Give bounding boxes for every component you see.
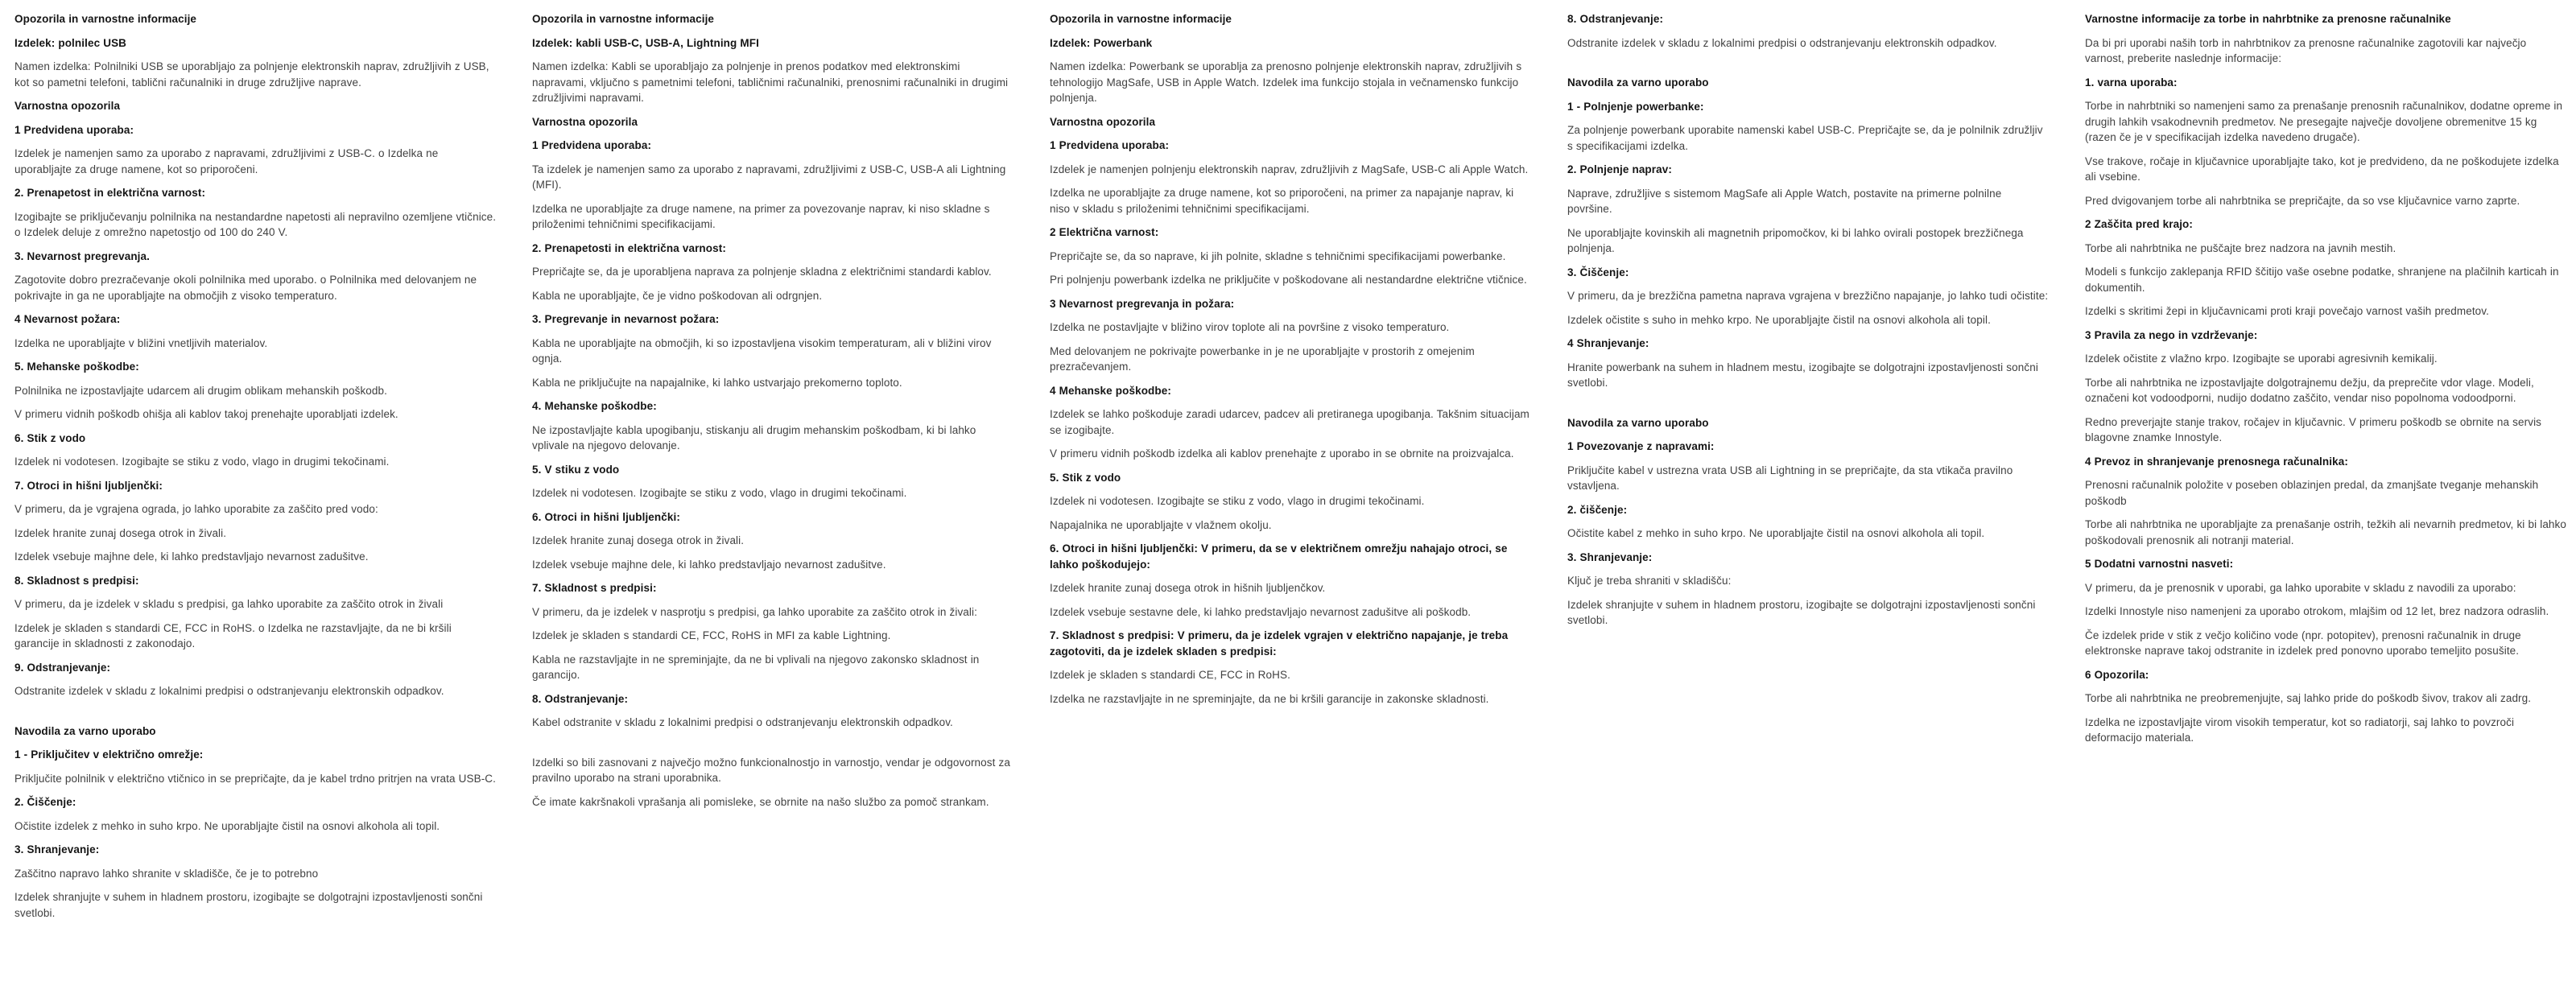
section-heading: 6. Otroci in hišni ljubljenčki: V primeru, da se v električnem omrežju nahajajo otroci, se lahko poškodujejo: [1050,542,1508,571]
paragraph: Izdelka ne uporabljajte za druge namene, na primer za povezovanje naprav, ki niso skladne s priloženimi tehničnimi specifikacijami. [532,202,990,230]
paragraph: Torbe ali nahrbtnika ne uporabljajte za prenašanje ostrih, težkih ali nevarnih predmetov, ki bi lahko poškodovali prenosnik ali notranji material. [2085,518,2566,546]
column-1 [14,11,497,1006]
section-heading: 3. Shranjevanje: [14,843,100,856]
section-heading: Izdelek: kabli USB-C, USB-A, Lightning MFI [532,36,759,49]
paragraph: Naprave, združljive s sistemom MagSafe ali Apple Watch, postavite na primerne polnilne površine. [1567,187,2002,215]
section-heading: 4 Mehanske poškodbe: [1050,384,1171,397]
section-heading: 5. V stiku z vodo [532,463,620,476]
paragraph: V primeru, da je brezžična pametna naprava vgrajena v brezžično napajanje, jo lahko tudi očistite: [1567,290,2049,302]
section-heading: Opozorila in varnostne informacije [532,13,715,25]
column-5 [2085,11,2567,1006]
section-heading: Navodila za varno uporabo [1567,76,1709,89]
paragraph: Torbe in nahrbtniki so namenjeni samo za prenašanje prenosnih računalnikov, dodatne opreme in drugih lahkih vsakodnevnih predmetov. Ne presegajte največje dovoljene obremenitve 15 kg (razen če je v specifikacijah izdelka navedeno drugače). [2085,100,2563,143]
paragraph: Redno preverjajte stanje trakov, ročajev in ključavnic. V primeru poškodb se obrnite na servis blagovne znamke Innostyle. [2085,415,2542,443]
section-heading: 2. Prenapetosti in električna varnost: [532,241,726,254]
section-heading: 1 Predvidena uporaba: [14,123,134,136]
section-heading: Opozorila in varnostne informacije [14,13,197,25]
section-heading: 6. Stik z vodo [14,431,86,444]
paragraph: Namen izdelka: Kabli se uporabljajo za polnjenje in prenos podatkov med elektronskimi napravami, vključno s pametnimi telefoni, tabličnimi računalniki, prenosnimi računalniki in drugimi združljivimi napravami. [532,60,1009,104]
section-heading: 4 Nevarnost požara: [14,313,121,325]
section-heading: Varnostne informacije za torbe in nahrbtnike za prenosne računalnike [2085,13,2451,25]
paragraph: Kabla ne priključujte na napajalnike, ki lahko ustvarjajo prekomerno toploto. [532,376,902,389]
paragraph: Izdelek se lahko poškoduje zaradi udarcev, padcev ali pretiranega upogibanja. Takšnim situacijam se izogibajte. [1050,408,1530,436]
paragraph: Vse trakove, ročaje in ključavnice uporabljajte tako, kot je predvideno, da ne poškodujete izdelka ali vsebine. [2085,155,2559,183]
paragraph: Zaščitno napravo lahko shranite v skladišče, če je to potrebno [14,867,319,880]
paragraph: Izdelek je namenjen polnjenju elektronskih naprav, združljivih z MagSafe, USB-C ali Apple Watch. [1050,163,1529,175]
paragraph: Zagotovite dobro prezračevanje okoli polnilnika med uporabo. o Polnilnika med delovanjem ne pokrivajte in ga ne uporabljajte na območjih z visoko temperaturo. [14,274,477,302]
section-heading: Varnostna opozorila [532,115,638,128]
paragraph: Izdelek hranite zunaj dosega otrok in živali. [14,526,227,539]
column-2 [532,11,1014,1006]
paragraph: Izdelek očistite s suho in mehko krpo. Ne uporabljajte čistil na osnovi alkohola ali topil. [1567,313,1991,326]
paragraph: Izdelka ne izpostavljajte virom visokih temperatur, kot so radiatorji, saj lahko to povzroči deformacijo materiala. [2085,715,2515,744]
section-heading: 1 Predvidena uporaba: [1050,139,1170,151]
paragraph: Torbe ali nahrbtnika ne izpostavljajte dolgotrajnemu dežju, da preprečite vdor vlage. Modeli, označeni kot vodoodporni, nudijo dodatno zaščito, vendar niso popolnoma vodoodporni. [2085,376,2534,404]
section-heading: 1 Predvidena uporaba: [532,139,652,151]
paragraph: Prepričajte se, da je uporabljena naprava za polnjenje skladna z električnimi standardi kablov. [532,266,992,278]
section-heading: 3. Nevarnost pregrevanja. [14,249,150,262]
paragraph-spacer [14,707,497,724]
paragraph: Torbe ali nahrbtnika ne puščajte brez nadzora na javnih mestih. [2085,241,2396,254]
paragraph: Izdelka ne uporabljajte za druge namene, kot so priporočeni, na primer za napajanje naprav, ki niso v skladu s priloženimi tehničnimi specifikacijami. [1050,187,1514,215]
paragraph: Ne uporabljajte kovinskih ali magnetnih pripomočkov, ki bi lahko ovirali postopek brezžičnega polnjenja. [1567,226,2024,254]
paragraph: Da bi pri uporabi naših torb in nahrbtnikov za prenosne računalnike zagotovili kar največjo varnost, preberite naslednje informacije: [2085,36,2527,64]
section-heading: Varnostna opozorila [1050,115,1156,128]
section-heading: Izdelek: polnilec USB [14,36,127,49]
paragraph: Kabla ne uporabljajte na območjih, ki so izpostavljena visokim temperaturam, ali v bližini virov ognja. [532,336,992,365]
paragraph: Izdelek shranjujte v suhem in hladnem prostoru, izogibajte se dolgotrajni izpostavljenosti sončni svetlobi. [1567,598,2036,626]
paragraph: V primeru, da je izdelek v nasprotju s predpisi, ga lahko uporabite za zaščito otrok in živali: [532,605,977,618]
section-heading: 5. Mehanske poškodbe: [14,361,139,373]
paragraph: Izdelek je skladen s standardi CE, FCC in RoHS. [1050,669,1290,681]
paragraph: V primeru vidnih poškodb izdelka ali kablov prenehajte z uporabo in se obrnite na proizvajalca. [1050,447,1514,460]
paragraph: Izdelki so bili zasnovani z največjo možno funkcionalnostjo in varnostjo, vendar je odgovornost za pravilno uporabo na strani uporabnika. [532,756,1010,784]
paragraph: Ne izpostavljajte kabla upogibanju, stiskanju ali drugim mehanskim poškodbam, ki bi lahko vplivale na njegovo delovanje. [532,423,976,451]
section-heading: 3 Nevarnost pregrevanja in požara: [1050,297,1235,310]
paragraph: Izdelek vsebuje majhne dele, ki lahko predstavljajo nevarnost zadušitve. [532,558,886,571]
paragraph: Kabla ne uporabljajte, če je vidno poškodovan ali odrgnjen. [532,289,823,302]
paragraph: Odstranite izdelek v skladu z lokalnimi predpisi o odstranjevanju elektronskih odpadkov. [14,685,444,697]
section-heading: Opozorila in varnostne informacije [1050,13,1232,25]
section-heading: 2. Polnjenje naprav: [1567,163,1672,175]
paragraph-spacer [532,739,1014,755]
paragraph: Izdelek je skladen s standardi CE, FCC in RoHS. o Izdelka ne razstavljajte, da ne bi kršili garancije in skladnosti z zakonodajo. [14,621,452,649]
paragraph: Za polnjenje powerbank uporabite namenski kabel USB-C. Prepričajte se, da je polnilnik združljiv s specifikacijami izdelka. [1567,124,2043,152]
paragraph: Izdelek je namenjen samo za uporabo z napravami, združljivimi z USB-C. o Izdelka ne uporabljajte za druge namene, kot so priporočeni. [14,147,439,175]
section-heading: 2 Električna varnost: [1050,226,1159,238]
paragraph: Ta izdelek je namenjen samo za uporabo z napravami, združljivimi z USB-C, USB-A ali Lightning (MFI). [532,163,1006,191]
paragraph: Namen izdelka: Polnilniki USB se uporabljajo za polnjenje elektronskih naprav, združljivih z USB, kot so pametni telefoni, tablični računalniki in druge združljive naprave. [14,60,489,89]
section-heading: 1. varna uporaba: [2085,76,2178,89]
section-heading: 1 - Priključitev v električno omrežje: [14,748,204,761]
paragraph: Izogibajte se priključevanju polnilnika na nestandardne napetosti ali nepravilno ozemljene vtičnice. o Izdelek deluje z omrežno napetostjo od 100 do 240 V. [14,210,497,238]
section-heading: 1 - Polnjenje powerbanke: [1567,100,1704,113]
paragraph: Izdelka ne uporabljajte v bližini vnetljivih materialov. [14,336,268,349]
paragraph: V primeru, da je prenosnik v uporabi, ga lahko uporabite v skladu z navodili za uporabo: [2085,581,2516,594]
paragraph: Izdelek ni vodotesen. Izogibajte se stiku z vodo, vlago in drugimi tekočinami. [14,456,390,468]
paragraph: Priključite polnilnik v električno vtičnico in se prepričajte, da je kabel trdno pritrjen na vrata USB-C. [14,772,497,785]
section-heading: 8. Odstranjevanje: [532,692,629,705]
paragraph: Ključ je treba shraniti v skladišču: [1567,575,1732,587]
section-heading: 3. Shranjevanje: [1567,550,1653,563]
section-heading: 6 Opozorila: [2085,668,2149,681]
section-heading: 3. Pregrevanje in nevarnost požara: [532,313,720,325]
paragraph: Kabla ne razstavljajte in ne spreminjajte, da ne bi vplivali na njegovo zakonsko skladnost in garancijo. [532,653,980,681]
paragraph: Namen izdelka: Powerbank se uporablja za prenosno polnjenje elektronskih naprav, združljivih s tehnologijo MagSafe, USB in Apple Watch. Izdelek ima funkcijo stojala in večnamensko funkcijo polnjenja. [1050,60,1522,104]
paragraph: Modeli s funkcijo zaklepanja RFID ščitijo vaše osebne podatke, shranjene na plačilnih karticah in dokumentih. [2085,266,2559,294]
paragraph: Izdelek vsebuje majhne dele, ki lahko predstavljajo nevarnost zadušitve. [14,550,369,563]
paragraph: Izdelek je skladen s standardi CE, FCC, RoHS in MFI za kable Lightning. [532,629,891,641]
paragraph: Izdelek vsebuje sestavne dele, ki lahko predstavljajo nevarnost zadušitve ali poškodb. [1050,605,1472,618]
section-heading: 5 Dodatni varnostni nasveti: [2085,558,2234,570]
section-heading: 2. čiščenje: [1567,503,1628,516]
paragraph: Prenosni računalnik položite v poseben oblazinjen predal, da zmanjšate tveganje mehanskih poškodb [2085,479,2539,507]
paragraph: V primeru, da je vgrajena ograda, jo lahko uporabite za zaščito pred vodo: [14,503,378,515]
section-heading: 2. Prenapetost in električna varnost: [14,187,206,199]
section-heading: 8. Odstranjevanje: [1567,13,1664,25]
paragraph: Napajalnika ne uporabljajte v vlažnem okolju. [1050,518,1272,531]
paragraph: Priključite kabel v ustrezna vrata USB ali Lightning in se prepričajte, da sta vtikača pravilno vstavljena. [1567,464,2013,492]
section-heading: 2. Čiščenje: [14,796,76,808]
paragraph: Izdelek hranite zunaj dosega otrok in živali. [532,534,745,546]
paragraph: Izdelek hranite zunaj dosega otrok in hišnih ljubljenčkov. [1050,582,1326,594]
section-heading: 7. Skladnost s predpisi: V primeru, da je izdelek vgrajen v električno napajanje, je treba zagotoviti, da je izdelek skladen s predpisi: [1050,629,1509,658]
paragraph: Očistite izdelek z mehko in suho krpo. Ne uporabljajte čistil na osnovi alkohola ali topil. [14,819,440,832]
paragraph: Izdelek očistite z vlažno krpo. Izogibajte se uporabi agresivnih kemikalij. [2085,353,2438,365]
section-heading: 1 Povezovanje z napravami: [1567,440,1715,452]
paragraph: Med delovanjem ne pokrivajte powerbanke in je ne uporabljajte v prostorih z omejenim prezračevanjem. [1050,344,1475,373]
paragraph: Če imate kakršnakoli vprašanja ali pomisleke, se obrnite na našo službo za pomoč strankam. [532,795,989,808]
section-heading: 3. Čiščenje: [1567,266,1629,278]
section-heading: Izdelek: Powerbank [1050,36,1153,49]
paragraph: Izdelki Innostyle niso namenjeni za uporabo otrokom, mlajšim od 12 let, brez nadzora odraslih. [2085,605,2549,617]
column-3 [1050,11,1532,1006]
paragraph: Izdelka ne razstavljajte in ne spreminjajte, da ne bi kršili garancije in zakonske skladnosti. [1050,692,1489,705]
paragraph: Hranite powerbank na suhem in hladnem mestu, izogibajte se dolgotrajni izpostavljenosti sončni svetlobi. [1567,361,2038,389]
paragraph: Torbe ali nahrbtnika ne preobremenjujte, saj lahko pride do poškodb šivov, trakov ali zadrg. [2085,692,2532,704]
paragraph: Očistite kabel z mehko in suho krpo. Ne uporabljajte čistil na osnovi alkohola ali topil. [1567,527,1985,539]
paragraph: Kabel odstranite v skladu z lokalnimi predpisi o odstranjevanju elektronskih odpadkov. [532,716,953,728]
section-heading: 8. Skladnost s predpisi: [14,574,139,587]
section-heading: 9. Odstranjevanje: [14,661,111,674]
section-heading: 7. Otroci in hišni ljubljenčki: [14,479,163,492]
section-heading: 6. Otroci in hišni ljubljenčki: [532,510,680,523]
section-heading: 4 Prevoz in shranjevanje prenosnega računalnika: [2085,455,2348,468]
paragraph: Pri polnjenju powerbank izdelka ne priključite v poškodovane ali nestandardne električne vtičnice. [1050,274,1527,286]
paragraph: Izdelek shranjujte v suhem in hladnem prostoru, izogibajte se dolgotrajni izpostavljenosti sončni svetlobi. [14,891,483,919]
section-heading: 4 Shranjevanje: [1567,337,1649,349]
column-4 [1567,11,2050,1006]
section-heading: 7. Skladnost s predpisi: [532,582,657,594]
section-heading: 2 Zaščita pred krajo: [2085,218,2194,230]
paragraph-spacer [1567,59,2050,75]
section-heading: 4. Mehanske poškodbe: [532,400,657,412]
paragraph-spacer [1567,399,2050,415]
paragraph: Izdelek ni vodotesen. Izogibajte se stiku z vodo, vlago in drugimi tekočinami. [532,487,907,499]
paragraph: Izdelki s skritimi žepi in ključavnicami proti kraji povečajo varnost vaših predmetov. [2085,305,2489,317]
paragraph: Če izdelek pride v stik z večjo količino vode (npr. potopitev), prenosni računalnik in druge elektronske naprave takoj odstranite in izdelek pred ponovno uporabo temeljito posušite. [2085,629,2521,657]
paragraph: Polnilnika ne izpostavljajte udarcem ali drugim oblikam mehanskih poškodb. [14,384,387,397]
section-heading: 5. Stik z vodo [1050,471,1121,484]
paragraph: Izdelka ne postavljajte v bližino virov toplote ali na površine z visoko temperaturo. [1050,321,1450,333]
section-heading: Navodila za varno uporabo [14,724,156,737]
paragraph: Odstranite izdelek v skladu z lokalnimi predpisi o odstranjevanju elektronskih odpadkov. [1567,36,1997,49]
paragraph: V primeru vidnih poškodb ohišja ali kablov takoj prenehajte uporabljati izdelek. [14,408,398,420]
section-heading: 3 Pravila za nego in vzdrževanje: [2085,328,2258,341]
paragraph: V primeru, da je izdelek v skladu s predpisi, ga lahko uporabite za zaščito otrok in živali [14,598,444,610]
paragraph: Prepričajte se, da so naprave, ki jih polnite, skladne s tehničnimi specifikacijami powerbanke. [1050,249,1506,262]
section-heading: Navodila za varno uporabo [1567,416,1709,429]
paragraph: Izdelek ni vodotesen. Izogibajte se stiku z vodo, vlago in drugimi tekočinami. [1050,495,1425,507]
section-heading: Varnostna opozorila [14,100,121,112]
paragraph: Pred dvigovanjem torbe ali nahrbtnika se prepričajte, da so vse ključavnice varno zaprte. [2085,194,2520,207]
